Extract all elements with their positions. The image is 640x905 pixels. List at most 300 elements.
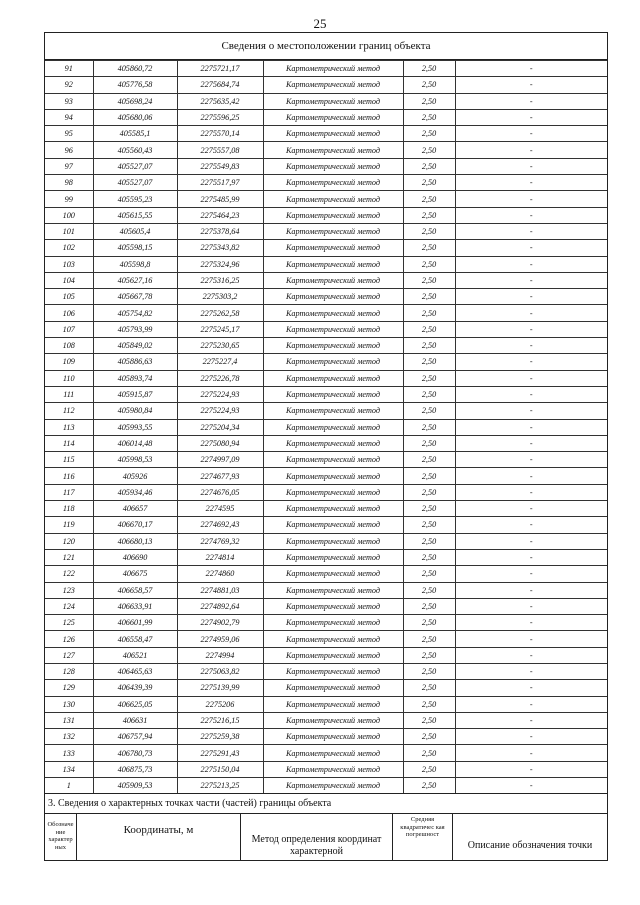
table-row bbox=[45, 272, 607, 288]
cell-error: 2,50 bbox=[403, 126, 455, 142]
cell-error: 2,50 bbox=[403, 370, 455, 386]
cell-coord-x: 405585,1 bbox=[93, 126, 177, 142]
cell-method: Картометрический метод bbox=[263, 126, 403, 142]
cell-method: Картометрический метод bbox=[263, 403, 403, 419]
cell-coord-y: 2274902,79 bbox=[177, 615, 263, 631]
cell-error: 2,50 bbox=[403, 663, 455, 679]
cell-coord-y: 2275227,4 bbox=[177, 354, 263, 370]
cell-coord-y: 2275259,38 bbox=[177, 729, 263, 745]
cell-error: 2,50 bbox=[403, 452, 455, 468]
cell-method: Картометрический метод bbox=[263, 305, 403, 321]
cell-description: - bbox=[455, 109, 607, 125]
cell-error: 2,50 bbox=[403, 582, 455, 598]
cell-coord-x: 405527,07 bbox=[93, 175, 177, 191]
cell-point-number: 91 bbox=[45, 61, 93, 77]
cell-coord-y: 2274769,32 bbox=[177, 533, 263, 549]
cell-description: - bbox=[455, 419, 607, 435]
cell-point-number: 105 bbox=[45, 289, 93, 305]
cell-method: Картометрический метод bbox=[263, 729, 403, 745]
table-row bbox=[45, 419, 607, 435]
cell-error: 2,50 bbox=[403, 549, 455, 565]
cell-description: - bbox=[455, 240, 607, 256]
cell-coord-x: 406601,99 bbox=[93, 615, 177, 631]
table-row bbox=[45, 403, 607, 419]
cell-error: 2,50 bbox=[403, 354, 455, 370]
table-row bbox=[45, 223, 607, 239]
cell-coord-x: 406657 bbox=[93, 501, 177, 517]
cell-method: Картометрический метод bbox=[263, 338, 403, 354]
table-row bbox=[45, 680, 607, 696]
cell-description: - bbox=[455, 370, 607, 386]
cell-point-number: 109 bbox=[45, 354, 93, 370]
cell-description: - bbox=[455, 663, 607, 679]
table-row bbox=[45, 191, 607, 207]
cell-point-number: 116 bbox=[45, 468, 93, 484]
table-row bbox=[45, 354, 607, 370]
cell-coord-y: 2274677,93 bbox=[177, 468, 263, 484]
cell-description: - bbox=[455, 729, 607, 745]
table-row bbox=[45, 175, 607, 191]
cell-method: Картометрический метод bbox=[263, 452, 403, 468]
cell-point-number: 121 bbox=[45, 549, 93, 565]
cell-point-number: 102 bbox=[45, 240, 93, 256]
cell-error: 2,50 bbox=[403, 175, 455, 191]
cell-description: - bbox=[455, 533, 607, 549]
cell-error: 2,50 bbox=[403, 615, 455, 631]
cell-description: - bbox=[455, 647, 607, 663]
cell-coord-y: 2275080,94 bbox=[177, 435, 263, 451]
table-row bbox=[45, 370, 607, 386]
cell-method: Картометрический метод bbox=[263, 272, 403, 288]
cell-error: 2,50 bbox=[403, 419, 455, 435]
cell-point-number: 99 bbox=[45, 191, 93, 207]
cell-coord-y: 2275230,65 bbox=[177, 338, 263, 354]
cell-coord-y: 2274994 bbox=[177, 647, 263, 663]
table-row bbox=[45, 549, 607, 565]
cell-method: Картометрический метод bbox=[263, 566, 403, 582]
table-row bbox=[45, 712, 607, 728]
cell-point-number: 94 bbox=[45, 109, 93, 125]
cell-coord-y: 2275635,42 bbox=[177, 93, 263, 109]
cell-description: - bbox=[455, 175, 607, 191]
cell-coord-x: 405893,74 bbox=[93, 370, 177, 386]
cell-error: 2,50 bbox=[403, 631, 455, 647]
cell-point-number: 112 bbox=[45, 403, 93, 419]
cell-method: Картометрический метод bbox=[263, 419, 403, 435]
cell-error: 2,50 bbox=[403, 272, 455, 288]
page-number: 25 bbox=[313, 16, 327, 31]
cell-point-number: 97 bbox=[45, 158, 93, 174]
cell-description: - bbox=[455, 321, 607, 337]
cell-coord-y: 2274676,05 bbox=[177, 484, 263, 500]
table-row bbox=[45, 240, 607, 256]
cell-error: 2,50 bbox=[403, 207, 455, 223]
cell-description: - bbox=[455, 354, 607, 370]
table-row bbox=[45, 305, 607, 321]
table-row bbox=[45, 484, 607, 500]
cell-error: 2,50 bbox=[403, 142, 455, 158]
cell-error: 2,50 bbox=[403, 223, 455, 239]
cell-description: - bbox=[455, 566, 607, 582]
table-row bbox=[45, 93, 607, 109]
cell-point-number: 120 bbox=[45, 533, 93, 549]
cell-error: 2,50 bbox=[403, 93, 455, 109]
cell-method: Картометрический метод bbox=[263, 712, 403, 728]
cell-coord-y: 2275224,93 bbox=[177, 403, 263, 419]
cell-coord-y: 2274595 bbox=[177, 501, 263, 517]
table-row bbox=[45, 566, 607, 582]
cell-coord-x: 405934,46 bbox=[93, 484, 177, 500]
cell-description: - bbox=[455, 598, 607, 614]
table-row bbox=[45, 696, 607, 712]
cell-error: 2,50 bbox=[403, 501, 455, 517]
table-row bbox=[45, 761, 607, 777]
table-row bbox=[45, 207, 607, 223]
table-row bbox=[45, 452, 607, 468]
cell-coord-y: 2275485,99 bbox=[177, 191, 263, 207]
cell-point-number: 98 bbox=[45, 175, 93, 191]
cell-coord-y: 2274892,64 bbox=[177, 598, 263, 614]
cell-method: Картометрический метод bbox=[263, 109, 403, 125]
header-error-label: Средняя квадратичес кая погрешност bbox=[400, 816, 445, 839]
cell-description: - bbox=[455, 696, 607, 712]
table-row bbox=[45, 158, 607, 174]
cell-error: 2,50 bbox=[403, 761, 455, 777]
cell-error: 2,50 bbox=[403, 61, 455, 77]
table-row bbox=[45, 582, 607, 598]
cell-coord-x: 405980,84 bbox=[93, 403, 177, 419]
table-row bbox=[45, 663, 607, 679]
cell-coord-y: 2275464,23 bbox=[177, 207, 263, 223]
cell-coord-x: 405698,24 bbox=[93, 93, 177, 109]
table-row bbox=[45, 778, 607, 794]
cell-coord-x: 405605,4 bbox=[93, 223, 177, 239]
cell-coord-y: 2275517,97 bbox=[177, 175, 263, 191]
cell-point-number: 101 bbox=[45, 223, 93, 239]
cell-point-number: 115 bbox=[45, 452, 93, 468]
cell-coord-x: 405560,43 bbox=[93, 142, 177, 158]
cell-point-number: 131 bbox=[45, 712, 93, 728]
cell-description: - bbox=[455, 77, 607, 93]
cell-description: - bbox=[455, 761, 607, 777]
cell-point-number: 93 bbox=[45, 93, 93, 109]
table-row bbox=[45, 501, 607, 517]
cell-method: Картометрический метод bbox=[263, 435, 403, 451]
cell-description: - bbox=[455, 745, 607, 761]
cell-description: - bbox=[455, 517, 607, 533]
cell-description: - bbox=[455, 223, 607, 239]
cell-method: Картометрический метод bbox=[263, 517, 403, 533]
cell-error: 2,50 bbox=[403, 403, 455, 419]
cell-point-number: 133 bbox=[45, 745, 93, 761]
cell-description: - bbox=[455, 386, 607, 402]
cell-point-number: 129 bbox=[45, 680, 93, 696]
cell-error: 2,50 bbox=[403, 158, 455, 174]
cell-method: Картометрический метод bbox=[263, 631, 403, 647]
cell-coord-x: 405886,63 bbox=[93, 354, 177, 370]
cell-error: 2,50 bbox=[403, 729, 455, 745]
cell-method: Картометрический метод bbox=[263, 321, 403, 337]
cell-error: 2,50 bbox=[403, 109, 455, 125]
header-col-coordinates bbox=[77, 814, 241, 860]
cell-description: - bbox=[455, 484, 607, 500]
cell-coord-y: 2275721,17 bbox=[177, 61, 263, 77]
cell-method: Картометрический метод bbox=[263, 386, 403, 402]
cell-method: Картометрический метод bbox=[263, 582, 403, 598]
cell-coord-y: 2274997,09 bbox=[177, 452, 263, 468]
cell-description: - bbox=[455, 631, 607, 647]
cell-error: 2,50 bbox=[403, 338, 455, 354]
cell-coord-x: 405915,87 bbox=[93, 386, 177, 402]
cell-error: 2,50 bbox=[403, 696, 455, 712]
header-coordinates-label: Координаты, м bbox=[123, 824, 194, 837]
cell-coord-x: 406633,91 bbox=[93, 598, 177, 614]
cell-coord-x: 406690 bbox=[93, 549, 177, 565]
cell-error: 2,50 bbox=[403, 191, 455, 207]
table-row bbox=[45, 256, 607, 272]
cell-coord-y: 2274860 bbox=[177, 566, 263, 582]
cell-error: 2,50 bbox=[403, 435, 455, 451]
cell-point-number: 122 bbox=[45, 566, 93, 582]
cell-error: 2,50 bbox=[403, 321, 455, 337]
cell-method: Картометрический метод bbox=[263, 142, 403, 158]
header-col-designation bbox=[45, 814, 77, 860]
boundary-points-table bbox=[45, 60, 607, 793]
cell-error: 2,50 bbox=[403, 484, 455, 500]
cell-error: 2,50 bbox=[403, 598, 455, 614]
cell-description: - bbox=[455, 126, 607, 142]
cell-point-number: 96 bbox=[45, 142, 93, 158]
cell-point-number: 127 bbox=[45, 647, 93, 663]
cell-coord-x: 405776,58 bbox=[93, 77, 177, 93]
cell-coord-x: 405527,07 bbox=[93, 158, 177, 174]
cell-method: Картометрический метод bbox=[263, 598, 403, 614]
cell-coord-x: 405667,78 bbox=[93, 289, 177, 305]
cell-coord-y: 2275316,25 bbox=[177, 272, 263, 288]
cell-error: 2,50 bbox=[403, 386, 455, 402]
cell-description: - bbox=[455, 468, 607, 484]
cell-error: 2,50 bbox=[403, 77, 455, 93]
header-description-label: Описание обозначения точки bbox=[467, 840, 593, 852]
cell-error: 2,50 bbox=[403, 647, 455, 663]
cell-point-number: 113 bbox=[45, 419, 93, 435]
cell-coord-y: 2275291,43 bbox=[177, 745, 263, 761]
header-designation-label: Обозначе ние характер ных bbox=[47, 821, 74, 851]
cell-method: Картометрический метод bbox=[263, 468, 403, 484]
cell-error: 2,50 bbox=[403, 517, 455, 533]
cell-coord-y: 2275245,17 bbox=[177, 321, 263, 337]
table-row bbox=[45, 109, 607, 125]
header-col-method bbox=[241, 814, 393, 860]
cell-method: Картометрический метод bbox=[263, 370, 403, 386]
cell-coord-x: 406439,39 bbox=[93, 680, 177, 696]
boundary-sheet bbox=[44, 32, 608, 861]
cell-coord-x: 405909,53 bbox=[93, 778, 177, 794]
cell-coord-x: 405598,15 bbox=[93, 240, 177, 256]
cell-coord-y: 2275596,25 bbox=[177, 109, 263, 125]
cell-method: Картометрический метод bbox=[263, 778, 403, 794]
cell-point-number: 100 bbox=[45, 207, 93, 223]
cell-coord-y: 2275303,2 bbox=[177, 289, 263, 305]
cell-coord-y: 2275226,78 bbox=[177, 370, 263, 386]
cell-point-number: 111 bbox=[45, 386, 93, 402]
cell-point-number: 134 bbox=[45, 761, 93, 777]
cell-description: - bbox=[455, 712, 607, 728]
cell-method: Картометрический метод bbox=[263, 223, 403, 239]
cell-coord-y: 2274881,03 bbox=[177, 582, 263, 598]
cell-point-number: 132 bbox=[45, 729, 93, 745]
cell-method: Картометрический метод bbox=[263, 549, 403, 565]
cell-coord-y: 2274692,43 bbox=[177, 517, 263, 533]
cell-coord-y: 2275557,08 bbox=[177, 142, 263, 158]
cell-method: Картометрический метод bbox=[263, 745, 403, 761]
cell-coord-x: 405754,82 bbox=[93, 305, 177, 321]
cell-description: - bbox=[455, 680, 607, 696]
table-row bbox=[45, 615, 607, 631]
table-row bbox=[45, 338, 607, 354]
cell-coord-x: 406780,73 bbox=[93, 745, 177, 761]
cell-error: 2,50 bbox=[403, 533, 455, 549]
cell-point-number: 114 bbox=[45, 435, 93, 451]
header-col-description bbox=[453, 814, 607, 860]
cell-coord-y: 2275262,58 bbox=[177, 305, 263, 321]
cell-coord-x: 405615,55 bbox=[93, 207, 177, 223]
cell-description: - bbox=[455, 338, 607, 354]
cell-coord-x: 406465,63 bbox=[93, 663, 177, 679]
cell-point-number: 107 bbox=[45, 321, 93, 337]
cell-method: Картометрический метод bbox=[263, 761, 403, 777]
cell-description: - bbox=[455, 452, 607, 468]
cell-description: - bbox=[455, 289, 607, 305]
table-row bbox=[45, 126, 607, 142]
cell-error: 2,50 bbox=[403, 566, 455, 582]
cell-description: - bbox=[455, 191, 607, 207]
cell-coord-x: 406670,17 bbox=[93, 517, 177, 533]
cell-method: Картометрический метод bbox=[263, 533, 403, 549]
cell-coord-y: 2275684,74 bbox=[177, 77, 263, 93]
cell-method: Картометрический метод bbox=[263, 647, 403, 663]
cell-coord-y: 2274959,06 bbox=[177, 631, 263, 647]
cell-coord-y: 2275570,14 bbox=[177, 126, 263, 142]
cell-method: Картометрический метод bbox=[263, 501, 403, 517]
table-row bbox=[45, 647, 607, 663]
cell-point-number: 104 bbox=[45, 272, 93, 288]
cell-method: Картометрический метод bbox=[263, 240, 403, 256]
cell-method: Картометрический метод bbox=[263, 663, 403, 679]
cell-coord-x: 406675 bbox=[93, 566, 177, 582]
cell-point-number: 128 bbox=[45, 663, 93, 679]
cell-method: Картометрический метод bbox=[263, 175, 403, 191]
table-row bbox=[45, 321, 607, 337]
cell-method: Картометрический метод bbox=[263, 354, 403, 370]
cell-description: - bbox=[455, 501, 607, 517]
cell-coord-y: 2275216,15 bbox=[177, 712, 263, 728]
cell-coord-x: 405598,8 bbox=[93, 256, 177, 272]
cell-point-number: 106 bbox=[45, 305, 93, 321]
cell-description: - bbox=[455, 207, 607, 223]
cell-error: 2,50 bbox=[403, 680, 455, 696]
cell-point-number: 125 bbox=[45, 615, 93, 631]
cell-method: Картометрический метод bbox=[263, 61, 403, 77]
cell-method: Картометрический метод bbox=[263, 615, 403, 631]
cell-point-number: 117 bbox=[45, 484, 93, 500]
cell-method: Картометрический метод bbox=[263, 207, 403, 223]
cell-description: - bbox=[455, 778, 607, 794]
cell-method: Картометрический метод bbox=[263, 484, 403, 500]
cell-coord-x: 406558,47 bbox=[93, 631, 177, 647]
cell-error: 2,50 bbox=[403, 712, 455, 728]
table-row bbox=[45, 435, 607, 451]
cell-point-number: 123 bbox=[45, 582, 93, 598]
cell-coord-x: 406014,48 bbox=[93, 435, 177, 451]
header-method-label: Метод определения координат характерной bbox=[251, 834, 382, 857]
table-row bbox=[45, 386, 607, 402]
cell-coord-y: 2275139,99 bbox=[177, 680, 263, 696]
cell-coord-y: 2275204,34 bbox=[177, 419, 263, 435]
cell-coord-x: 405680,06 bbox=[93, 109, 177, 125]
table-body bbox=[45, 61, 607, 794]
cell-error: 2,50 bbox=[403, 256, 455, 272]
cell-coord-x: 405793,99 bbox=[93, 321, 177, 337]
cell-coord-y: 2275549,83 bbox=[177, 158, 263, 174]
table-row bbox=[45, 745, 607, 761]
cell-coord-y: 2275063,82 bbox=[177, 663, 263, 679]
cell-point-number: 1 bbox=[45, 778, 93, 794]
table-row bbox=[45, 468, 607, 484]
cell-method: Картометрический метод bbox=[263, 93, 403, 109]
cell-point-number: 92 bbox=[45, 77, 93, 93]
cell-error: 2,50 bbox=[403, 240, 455, 256]
cell-error: 2,50 bbox=[403, 289, 455, 305]
cell-method: Картометрический метод bbox=[263, 158, 403, 174]
cell-coord-y: 2275378,64 bbox=[177, 223, 263, 239]
cell-description: - bbox=[455, 158, 607, 174]
cell-description: - bbox=[455, 615, 607, 631]
section3-title: 3. Сведения о характерных точках части (частей) границы объекта bbox=[45, 793, 607, 814]
cell-method: Картометрический метод bbox=[263, 77, 403, 93]
cell-coord-x: 405998,53 bbox=[93, 452, 177, 468]
cell-coord-x: 405595,23 bbox=[93, 191, 177, 207]
cell-description: - bbox=[455, 582, 607, 598]
cell-description: - bbox=[455, 549, 607, 565]
cell-point-number: 119 bbox=[45, 517, 93, 533]
table-row bbox=[45, 61, 607, 77]
cell-point-number: 103 bbox=[45, 256, 93, 272]
cell-point-number: 95 bbox=[45, 126, 93, 142]
cell-coord-x: 405860,72 bbox=[93, 61, 177, 77]
cell-coord-x: 406680,13 bbox=[93, 533, 177, 549]
cell-coord-y: 2275206 bbox=[177, 696, 263, 712]
cell-method: Картометрический метод bbox=[263, 680, 403, 696]
cell-method: Картометрический метод bbox=[263, 191, 403, 207]
cell-coord-y: 2275213,25 bbox=[177, 778, 263, 794]
header-col-error bbox=[393, 814, 453, 860]
cell-error: 2,50 bbox=[403, 745, 455, 761]
cell-coord-y: 2275324,96 bbox=[177, 256, 263, 272]
cell-coord-y: 2274814 bbox=[177, 549, 263, 565]
table-row bbox=[45, 77, 607, 93]
cell-error: 2,50 bbox=[403, 778, 455, 794]
cell-point-number: 130 bbox=[45, 696, 93, 712]
cell-coord-x: 406521 bbox=[93, 647, 177, 663]
cell-coord-x: 405849,02 bbox=[93, 338, 177, 354]
table-row bbox=[45, 598, 607, 614]
cell-coord-y: 2275150,04 bbox=[177, 761, 263, 777]
cell-coord-x: 405926 bbox=[93, 468, 177, 484]
section3-table-header bbox=[45, 814, 607, 860]
table-row bbox=[45, 289, 607, 305]
cell-description: - bbox=[455, 305, 607, 321]
